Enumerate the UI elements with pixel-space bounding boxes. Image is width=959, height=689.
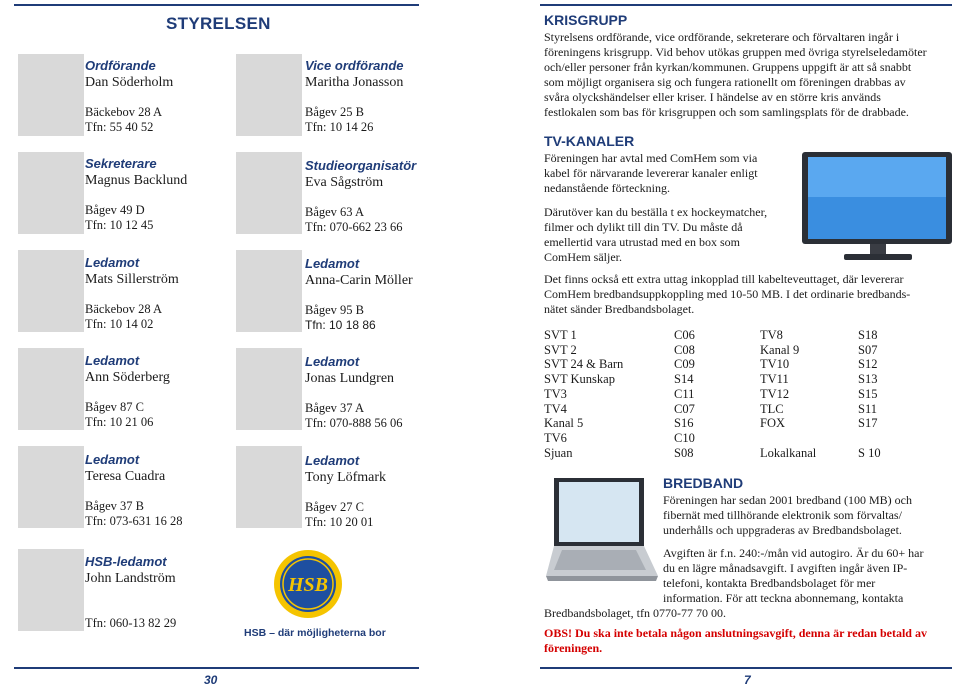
channel-cell: TV10 (760, 357, 790, 372)
member-role: Ledamot (85, 353, 140, 368)
member-name: Mats Sillerström (85, 272, 179, 287)
top-rule-right (540, 4, 952, 6)
channel-cell: S08 (674, 445, 694, 460)
channel-cell: S18 (858, 328, 878, 342)
tv-illustration (800, 150, 956, 268)
member-address: Bäckebov 28 A (85, 302, 163, 316)
member-address: Bågev 87 C (85, 400, 145, 414)
channel-cell: S13 (858, 372, 878, 387)
channel-cell: S07 (858, 342, 878, 357)
bredband-fee-text: Avgiften är f.n. 240:-/mån vid autogiro. Är du 60+ har du en lägre månadsavgift. I avgiften ingår även IP- telefoni, kontakta Bredbandsbolaget för mer information. För att teckna abonnemang, kontakta (663, 546, 924, 605)
channel-row (544, 431, 918, 446)
channel-cell: S16 (674, 416, 694, 431)
member-role: Studieorganisatör (305, 158, 417, 173)
channel-cell: TV8 (760, 328, 783, 342)
krisgrupp-heading: KRISGRUPP (544, 12, 628, 28)
member-address: Bågev 27 C (305, 500, 365, 514)
hsb-logo (272, 548, 344, 620)
member-name: John Landström (85, 571, 176, 586)
portrait-photo (18, 152, 84, 234)
member-address: Bågev 37 A (305, 401, 365, 415)
member-role: Ledamot (305, 256, 360, 271)
portrait-photo (18, 446, 84, 528)
channel-cell: C07 (674, 401, 695, 416)
portrait-photo (236, 250, 302, 332)
channel-row (544, 328, 918, 343)
member-name: Maritha Jonasson (305, 75, 404, 90)
member-name: Magnus Backlund (85, 173, 188, 188)
channel-cell: S15 (858, 386, 878, 401)
channel-row (544, 343, 918, 358)
member-role: Ledamot (305, 354, 360, 369)
board-member (305, 58, 465, 135)
member-phone: Tfn: 070-662 23 66 (305, 220, 403, 234)
member-address: Bäckebov 28 A (85, 105, 163, 119)
channel-cell: TV6 (544, 430, 567, 445)
channel-cell: C11 (674, 386, 695, 401)
channel-cell (760, 431, 858, 446)
member-name: Teresa Cuadra (85, 469, 166, 484)
channel-cell: SVT Kunskap (544, 372, 615, 387)
channel-cell: SVT 1 (544, 328, 577, 342)
channel-cell: FOX (760, 416, 786, 431)
member-phone: Tfn: 070-888 56 06 (305, 416, 403, 430)
page-number-left: 30 (204, 673, 218, 687)
portrait-photo (18, 549, 84, 631)
channel-row (544, 387, 918, 402)
board-member (85, 452, 245, 529)
channel-cell: TV4 (544, 401, 567, 416)
channel-cell: Sjuan (544, 445, 573, 460)
member-name: Eva Sågström (305, 175, 384, 190)
member-role: HSB-ledamot (85, 554, 167, 569)
channel-cell: C06 (674, 328, 695, 342)
member-role: Ledamot (85, 452, 140, 467)
channel-cell (858, 431, 918, 446)
member-name: Ann Söderberg (85, 370, 170, 385)
channel-cell: Kanal 5 (544, 416, 584, 431)
member-name: Dan Söderholm (85, 75, 174, 90)
member-name: Jonas Lundgren (305, 371, 395, 386)
channel-cell: TLC (760, 401, 784, 416)
krisgrupp-text: Styrelsens ordförande, vice ordförande, sekreterare och förvaltaren ingår i föreningens krisgrupp. Vid behov utökas gruppen med övriga styrelseledamöter och/eller personer från kyrkan/kommunen. Gruppens uppgift är att så snabbt som möjligt organisera sig och fungera rationellt om föreningen drabbas av svåra olyckshändelser eller kriser. I händelse av en större kris används festlokalen som bas för krisgruppen och som samlingsplats för de drabbade. (544, 30, 927, 119)
member-address: Bågev 37 B (85, 499, 145, 513)
member-phone: Tfn: 10 14 02 (85, 317, 154, 331)
member-phone: Tfn: 10 12 45 (85, 218, 154, 232)
bredband-heading: BREDBAND (663, 475, 744, 491)
channel-cell: C09 (674, 357, 695, 372)
channel-cell: S11 (858, 401, 877, 416)
member-phone: Tfn: 55 40 52 (85, 120, 154, 134)
member-address: Bågev 95 B (305, 303, 365, 317)
channel-row (544, 372, 918, 387)
board-member (305, 453, 465, 530)
board-member (85, 58, 245, 135)
channel-row (544, 416, 918, 431)
board-member (305, 256, 465, 333)
hsb-tagline: HSB – där möjligheterna bor (244, 627, 386, 639)
board-member (85, 353, 245, 430)
channel-cell: SVT 2 (544, 342, 577, 357)
channel-cell: C10 (674, 430, 695, 445)
laptop-illustration (544, 474, 660, 584)
member-phone: Tfn: 10 20 01 (305, 515, 374, 529)
member-phone: Tfn: 073-631 16 28 (85, 514, 183, 528)
channel-row (544, 446, 918, 461)
tv-intro-text: Föreningen har avtal med ComHem som via kabel för närvarande levererar kanaler enligt nedanstående förteckning. (544, 151, 758, 195)
board-member (305, 354, 465, 431)
bredband-cable-text: Det finns också ett extra uttag inkopplad till kabelteveuttaget, där levererar ComHem bredbandsuppkoppling med 10-50 MB. I det ordinarie bredbands- nätet sänder Bredbandsbolaget. (544, 272, 911, 316)
member-address: Bågev 49 D (85, 203, 145, 217)
member-role: Ledamot (305, 453, 360, 468)
member-role: Sekreterare (85, 156, 157, 171)
channel-cell: TV11 (760, 372, 789, 387)
channel-table (544, 328, 918, 460)
channel-cell: S14 (674, 372, 694, 387)
bredband-text: Föreningen har sedan 2001 bredband (100 MB) och fibernät med tillhörande elektronik som förvaltas/ underhålls och uppgraderas av Bredbandsbolaget. (663, 493, 912, 537)
member-phone: Tfn: 10 21 06 (85, 415, 154, 429)
portrait-photo (18, 54, 84, 136)
member-name: Tony Löfmark (305, 470, 387, 485)
board-member (85, 156, 245, 233)
channel-cell: SVT 24 & Barn (544, 357, 624, 372)
member-phone: Tfn: 060-13 82 29 (85, 616, 177, 630)
portrait-photo (236, 348, 302, 430)
channel-cell: Kanal 9 (760, 342, 800, 357)
portrait-photo (236, 54, 302, 136)
board-member (305, 158, 465, 235)
member-address: Bågev 63 A (305, 205, 365, 219)
member-phone: Tfn: 10 18 86 (305, 318, 376, 332)
tv-heading: TV-KANALER (544, 133, 635, 149)
warning-text: OBS! Du ska inte betala någon anslutningsavgift, denna är redan betald av föreningen. (544, 626, 927, 655)
board-member (85, 554, 245, 631)
member-address: Bågev 25 B (305, 105, 365, 119)
bottom-rule-left (14, 667, 419, 669)
tv-extra-text: Därutöver kan du beställa t ex hockeymatcher, filmer och dylikt till din TV. Du måste då emellertid vara utrustad med en box som ComHem säljer. (544, 205, 768, 264)
portrait-photo (18, 250, 84, 332)
portrait-photo (18, 348, 84, 430)
channel-row (544, 357, 918, 372)
portrait-photo (236, 446, 302, 528)
board-member (85, 255, 245, 332)
member-role: Ledamot (85, 255, 140, 270)
channel-cell: S12 (858, 357, 878, 372)
page-number-right: 7 (744, 673, 751, 687)
channel-cell: TV12 (760, 386, 790, 401)
bredband-contact-text: Bredbandsbolaget, tfn 0770-77 70 00. (544, 606, 726, 620)
member-role: Vice ordförande (305, 58, 404, 73)
page-title: STYRELSEN (166, 14, 271, 33)
bottom-rule-right (540, 667, 952, 669)
logo-text: HSB (287, 574, 329, 596)
portrait-photo (236, 152, 302, 234)
channel-cell: C08 (674, 342, 695, 357)
channel-cell: Lokalkanal (760, 445, 817, 460)
member-role: Ordförande (85, 58, 156, 73)
channel-cell: TV3 (544, 386, 567, 401)
channel-cell: S 10 (858, 445, 881, 460)
member-name: Anna-Carin Möller (305, 273, 413, 288)
channel-row (544, 402, 918, 417)
top-rule-left (14, 4, 419, 6)
member-phone: Tfn: 10 14 26 (305, 120, 374, 134)
channel-cell: S17 (858, 416, 878, 431)
